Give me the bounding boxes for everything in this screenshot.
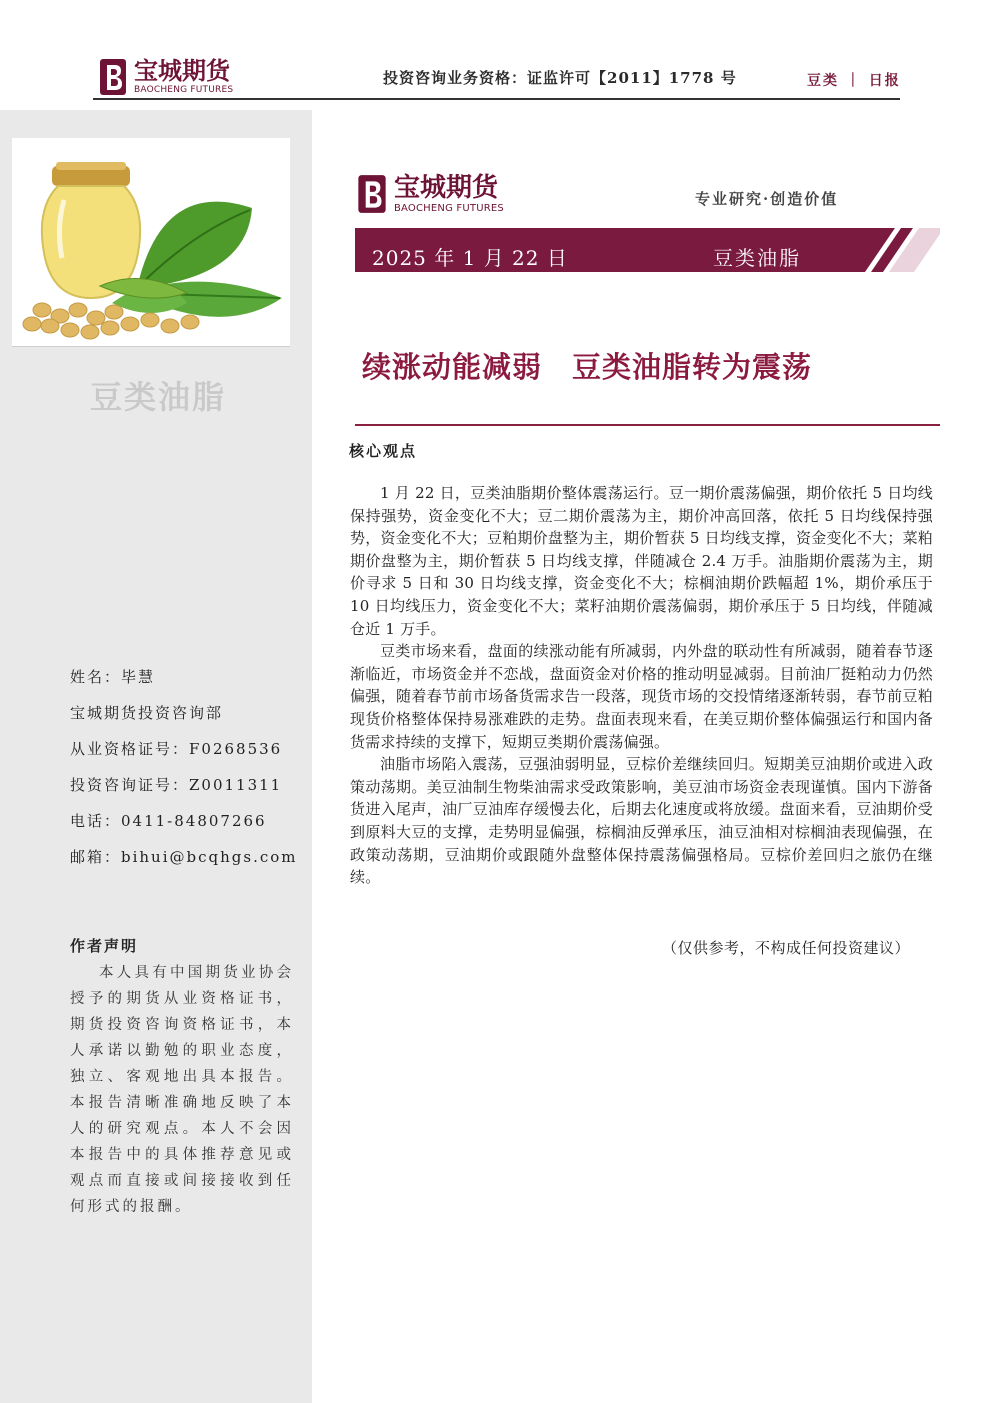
main-logo	[356, 172, 504, 216]
author-email: 邮箱：bihui@bcqhgs.com	[70, 848, 298, 866]
disclaimer: （仅供参考，不构成任何投资建议）	[662, 939, 911, 957]
brand-logo-icon	[98, 57, 128, 97]
headline-divider	[355, 424, 940, 426]
paragraph-oil-market: 油脂市场陷入震荡，豆强油弱明显，豆棕价差继续回归。短期美豆油期价或进入政策动荡期。美豆油制生物柴油需求受政策影响，美豆油市场资金表现谨慎。国内下游备货进入尾声，油厂豆油库存缓慢去化，后期去化速度或将放缓。盘面来看，豆油期价受到原料大豆的支撑，走势明显偏强，棕榈油反弹承压，油豆油相对棕榈油表现偏强，在政策动荡期，豆油期价或跟随外盘整体保持震荡偏强格局。豆棕价差回归之旅仍在继续。	[350, 755, 933, 887]
author-qualification-id: 从业资格证号：F0268536	[70, 740, 283, 758]
header-logo	[98, 56, 233, 98]
report-date: 2025 年 1 月 22 日	[372, 246, 568, 270]
paragraph-soybean-market: 豆类市场来看，盘面的续涨动能有所减弱，内外盘的联动性有所减弱，随着春节逐渐临近，市场资金并不恋战，盘面资金对价格的推动明显减弱。目前油厂挺粕动力仍然偏强，随着春节前市场备货需求告一段落，现货市场的交投情绪逐渐转弱，春节前豆粕现货价格整体保持易涨难跌的走势。盘面表现来看，在美豆期价整体偏强运行和国内备货需求持续的支撑下，短期豆类期价震荡偏强。	[350, 642, 933, 751]
header-logo-text: 宝城期货	[134, 56, 230, 85]
author-consulting-id: 投资咨询证号：Z0011311	[70, 776, 283, 794]
author-info	[70, 666, 305, 882]
paragraph-overview: 1 月 22 日，豆类油脂期价整体震荡运行。豆一期价震荡偏强，期价依托 5 日均线保持强势，资金变化不大；豆二期价震荡为主，期价冲高回落，依托 5 日均线保持强势，资金变化不大；豆粕期价盘整为主，期价暂获 5 日均线支撑，资金变化不大；菜粕期价盘整为主，期价暂获 5 日均线支撑，伴随减仓 2.4 万手。油脂期价震荡为主，期价寻求 5 日和 30 日均线支撑，资金变化不大；棕榈油期价跌幅超 1%，期价承压于 10 日均线压力，资金变化不大；菜籽油期价震荡偏弱，期价承压于 5 日均线，伴随减仓近 1 万手。	[350, 484, 933, 638]
author-department: 宝城期货投资咨询部	[70, 704, 224, 722]
brand-logo-icon	[356, 173, 388, 215]
soybean-oil-illustration	[12, 138, 290, 346]
banner-category: 豆类油脂	[713, 246, 801, 270]
header-divider	[93, 98, 900, 100]
declaration-text: 本人具有中国期货业协会授予的期货从业资格证书，期货投资咨询资格证书，本人承诺以勤勉的职业态度，独立、客观地出具本报告。本报告清晰准确地反映了本人的研究观点。本人不会因本报告中的具体推荐意见或观点而直接或间接接收到任何形式的报酬。	[70, 965, 294, 1215]
header-logo-english: BAOCHENG FUTURES	[134, 85, 234, 95]
author-phone: 电话：0411-84807266	[70, 812, 267, 830]
author-name: 姓名：毕慧	[70, 668, 156, 686]
headline: 续涨动能减弱 豆类油脂转为震荡	[362, 350, 813, 384]
main-logo-text: 宝城期货	[394, 172, 499, 203]
report-body	[350, 482, 933, 889]
oil-soybean-photo	[12, 138, 290, 346]
license-text: 投资咨询业务资格：证监许可【2011】1778 号	[383, 69, 737, 87]
photo-divider	[12, 346, 290, 347]
main-logo-english: BAOCHENG FUTURES	[394, 202, 504, 214]
core-view-title: 核心观点	[349, 442, 418, 460]
declaration-title: 作者声明	[70, 937, 139, 955]
report-category: 豆类 ｜ 日报	[807, 73, 901, 89]
sidebar-title: 豆类油脂	[90, 378, 227, 416]
slogan: 专业研究·创造价值	[695, 190, 839, 208]
